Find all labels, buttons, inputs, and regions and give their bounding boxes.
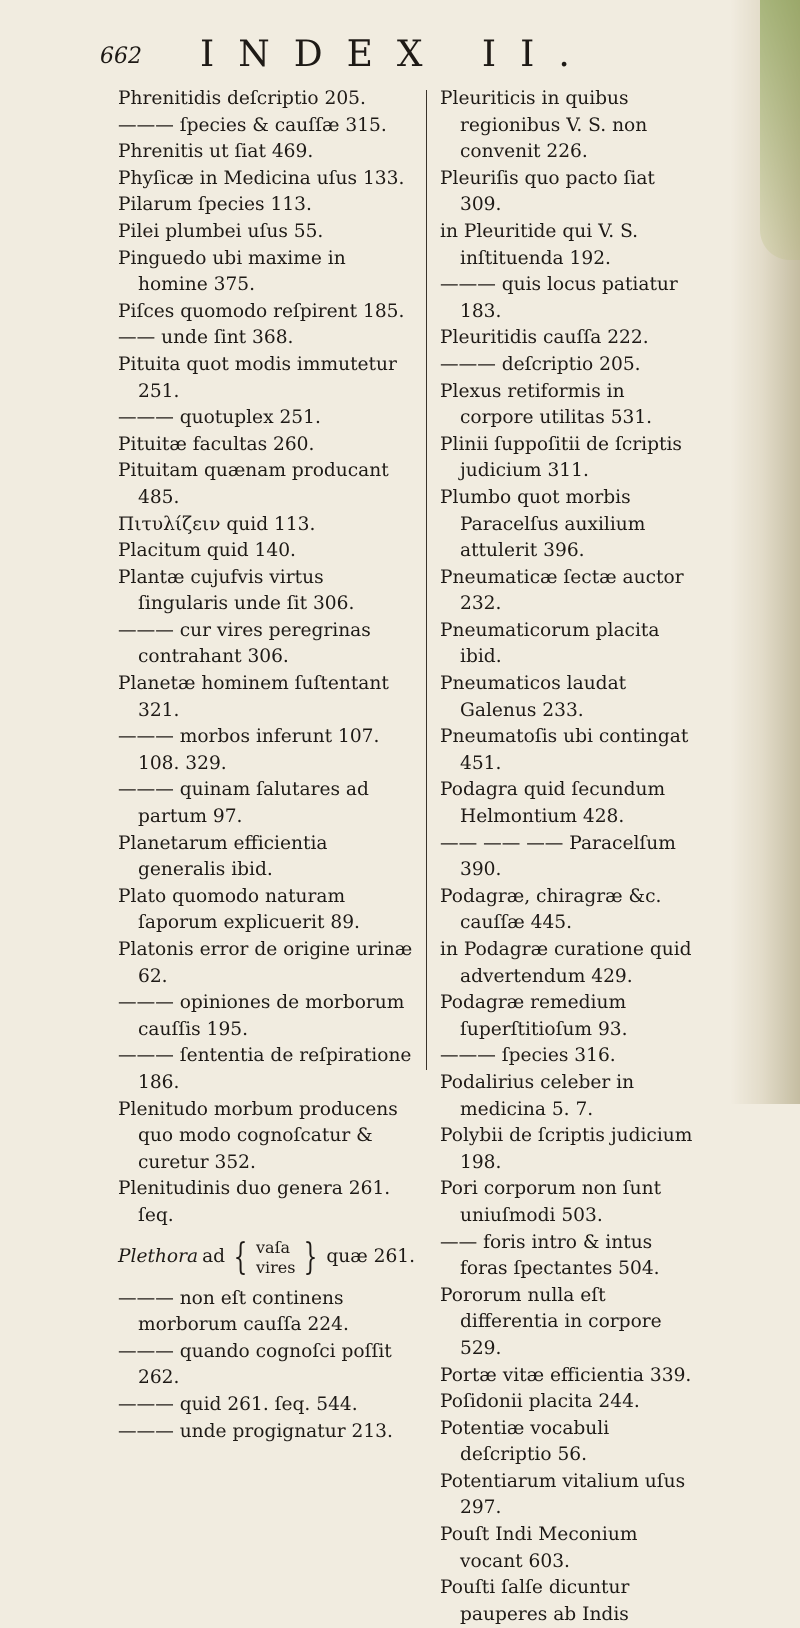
index-entry: Pilarum ſpecies 113. xyxy=(118,194,312,216)
index-entry: Phyſicæ in Medicina uſus 133. xyxy=(118,167,405,189)
index-entry: Pneumaticæ ſectæ auctor 232. xyxy=(440,566,684,615)
index-entry: Platonis error de origine urinæ 62. xyxy=(118,939,413,987)
left-brace-glyph: { xyxy=(233,1236,248,1278)
index-entry: Plexus retiformis in corpore utilitas 531. xyxy=(440,380,653,429)
index-entry: ——— ſpecies & cauſſæ 315. xyxy=(118,114,387,136)
index-entry: Pleuriſis quo pacto ſiat 309. xyxy=(440,167,655,216)
index-entry: Podalirius celeber in medicina 5. 7. xyxy=(440,1071,635,1120)
index-entry: ——— quando cognoſci poſſit 262. xyxy=(118,1340,392,1389)
index-entry: Pilei plumbei uſus 55. xyxy=(118,220,324,242)
running-header xyxy=(100,34,700,84)
plethora-option: vires xyxy=(255,1257,296,1277)
index-entry: ——— non eſt continens morborum cauſſa 224. xyxy=(118,1287,349,1336)
index-entry: ——— quotuplex 251. xyxy=(118,407,321,429)
index-entry: Poſidonii placita 244. xyxy=(440,1391,640,1413)
left-tail-entries xyxy=(118,1286,418,1446)
index-entry: Plinii ſuppoſitii de ſcriptis judicium 311. xyxy=(440,433,682,482)
right-entries xyxy=(440,86,700,1628)
index-entry: Pleuritidis cauſſa 222. xyxy=(440,327,649,349)
index-entry: Pneumaticorum placita ibid. xyxy=(440,619,660,668)
page-number: 662 xyxy=(100,44,142,69)
index-entry: Plantæ cujufvis virtus ſingularis unde ſit 306. xyxy=(118,566,355,615)
index-entry: in Podagræ curatione quid advertendum 429. xyxy=(440,939,692,987)
page-stain xyxy=(760,0,800,260)
index-entry: Pori corporum non ſunt uniuſmodi 503. xyxy=(440,1178,662,1226)
index-entry: Phrenitis ut ſiat 469. xyxy=(118,141,314,163)
index-entry: Pororum nulla eſt differentia in corpore 529. xyxy=(440,1284,662,1359)
index-entry: Pituitam quænam producant 485. xyxy=(118,460,389,508)
index-entry: ——— ſpecies 316. xyxy=(440,1045,616,1067)
index-entry: ——— deſcriptio 205. xyxy=(440,353,641,375)
index-entry: Plenitudinis duo genera 261. ſeq. xyxy=(118,1178,391,1226)
plethora-entry xyxy=(118,1230,418,1286)
index-entry: Πιτυλίζειν quid 113. xyxy=(118,513,316,535)
index-entry: ——— unde progignatur 213. xyxy=(118,1420,393,1442)
index-entry: Phrenitidis deſcriptio 205. xyxy=(118,88,366,109)
plethora-option: vaſa xyxy=(255,1237,291,1257)
index-entry: ——— quis locus patiatur 183. xyxy=(440,274,678,322)
index-entry: Planetæ hominem ſuſtentant 321. xyxy=(118,673,389,721)
index-entry: ——— opiniones de morborum cauſſis 195. xyxy=(118,992,405,1040)
index-entry: Potentiæ vocabuli deſcriptio 56. xyxy=(440,1417,610,1466)
column-divider xyxy=(426,90,427,1070)
index-entry: Pleuriticis in quibus regionibus V. S. non convenit 226. xyxy=(440,88,648,163)
index-entry: Pneumatoſis ubi contingat 451. xyxy=(440,726,689,774)
index-entry: Pouſt Indi Meconium vocant 603. xyxy=(440,1524,638,1572)
index-entry: Pneumaticos laudat Galenus 233. xyxy=(440,673,627,721)
index-entry: in Pleuritide qui V. S. inſtituenda 192. xyxy=(440,220,639,269)
index-entry: Pouſti ſalſe dicuntur pauperes ab Indis xyxy=(440,1577,630,1625)
plethora-suffix: quæ 261. xyxy=(326,1246,416,1268)
index-entry: —— foris intro & intus foras ſpectantes 504. xyxy=(440,1231,660,1280)
index-entry: ——— ſententia de reſpiratione 186. xyxy=(118,1045,412,1093)
index-entry: Placitum quid 140. xyxy=(118,540,296,562)
index-entry: Pinguedo ubi maxime in homine 375. xyxy=(118,247,346,296)
right-column xyxy=(440,86,700,1628)
running-title: INDEX II. xyxy=(200,34,594,75)
index-entry: Portæ vitæ efficientia 339. xyxy=(440,1364,692,1386)
index-entry: Podagra quid ſecundum Helmontium 428. xyxy=(440,779,666,828)
index-entry: ——— morbos inferunt 107. 108. 329. xyxy=(118,726,380,774)
index-entry: ——— quinam ſalutares ad partum 97. xyxy=(118,779,369,828)
plethora-prefix: ad xyxy=(202,1246,226,1268)
left-column xyxy=(118,86,418,1445)
right-brace-glyph: } xyxy=(304,1236,318,1278)
index-entry: Polybii de ſcriptis judicium 198. xyxy=(440,1125,693,1173)
index-entry: —— —— —— Paracelſum 390. xyxy=(440,832,676,881)
index-entry: Pituitæ facultas 260. xyxy=(118,433,315,455)
plethora-options xyxy=(256,1238,295,1278)
index-entry: Podagræ, chiragræ &c. cauſſæ 445. xyxy=(440,885,662,934)
index-entry: Plenitudo morbum producens quo modo cognoſcatur & curetur 352. xyxy=(118,1098,398,1173)
index-entry: Potentiarum vitalium uſus 297. xyxy=(440,1470,686,1519)
index-entry: Piſces quomodo reſpirent 185. xyxy=(118,300,405,322)
index-entry: Pituita quot modis immutetur 251. xyxy=(118,353,397,402)
index-entry: Podagræ remedium ſuperſtitioſum 93. xyxy=(440,992,628,1040)
left-entries xyxy=(118,86,418,1230)
index-entry: Planetarum efficientia generalis ibid. xyxy=(118,832,328,881)
index-entry: Plato quomodo naturam ſaporum explicuerit 89. xyxy=(118,885,360,934)
index-entry: —— unde ſint 368. xyxy=(118,327,294,349)
index-entry: Plumbo quot morbis Paracelſus auxilium attulerit 396. xyxy=(440,486,646,562)
plethora-lead: Plethora xyxy=(118,1246,199,1268)
index-entry: ——— cur vires peregrinas contrahant 306. xyxy=(118,619,371,668)
index-entry: ——— quid 261. ſeq. 544. xyxy=(118,1393,358,1415)
